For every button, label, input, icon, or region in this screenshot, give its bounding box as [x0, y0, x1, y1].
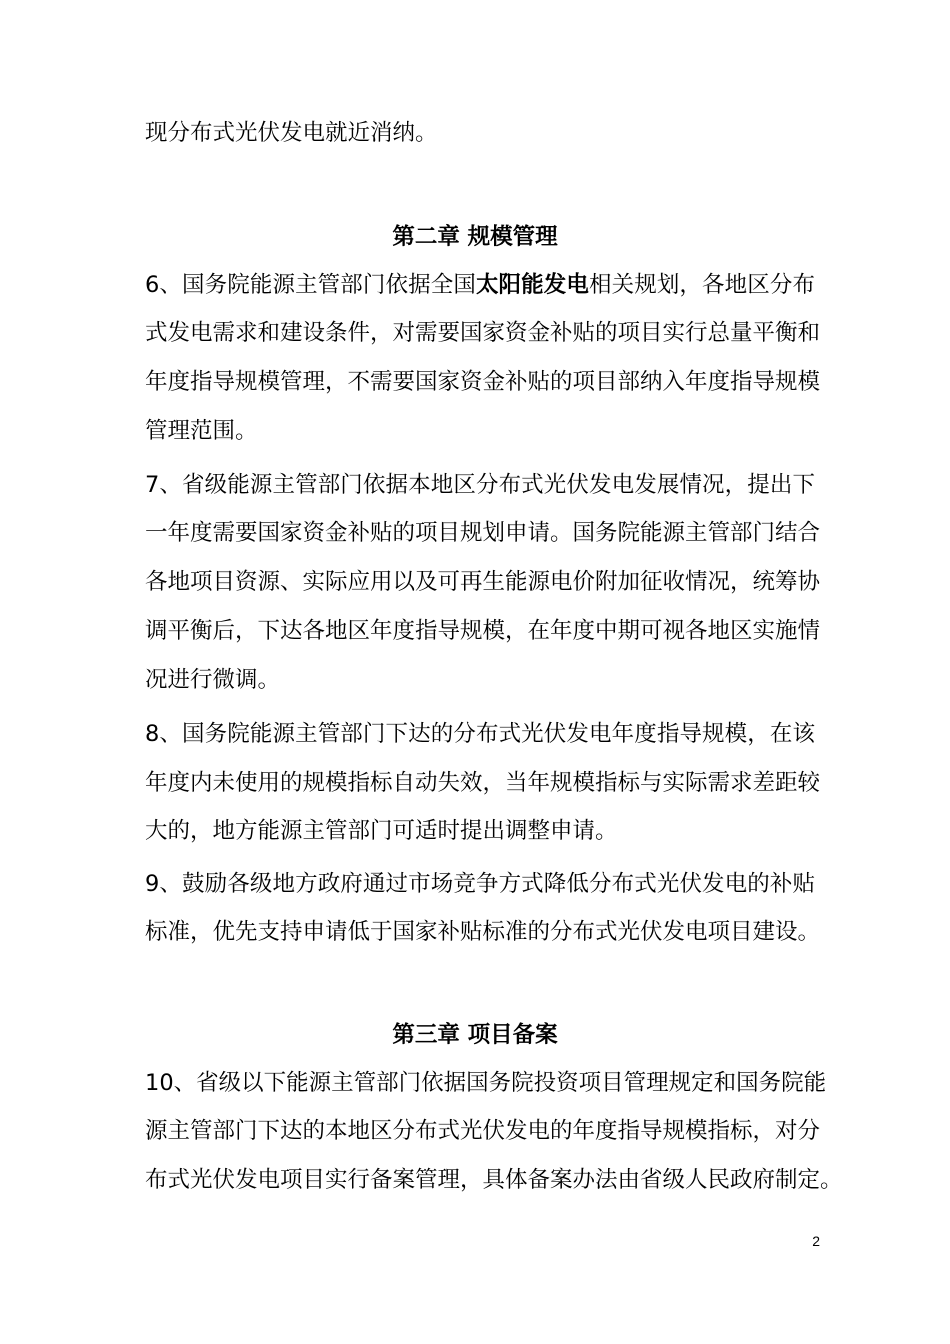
chapter-2-title: 第二章 规模管理 — [392, 224, 558, 250]
article-6-line-1-a: 6、国务院能源主管部门依据全国 — [145, 272, 476, 298]
page-number: 2 — [812, 1233, 820, 1249]
article-6-line-4: 管理范围。 — [145, 418, 258, 444]
article-9-line-1: 9、鼓励各级地方政府通过市场竞争方式降低分布式光伏发电的补贴 — [145, 871, 815, 897]
article-8-line-2: 年度内未使用的规模指标自动失效，当年规模指标与实际需求差距较 — [145, 770, 821, 796]
article-8-line-1: 8、国务院能源主管部门下达的分布式光伏发电年度指导规模，在该 — [145, 721, 815, 747]
article-9-line-2: 标准，优先支持申请低于国家补贴标准的分布式光伏发电项目建设。 — [145, 919, 821, 945]
article-7-line-1: 7、省级能源主管部门依据本地区分布式光伏发电发展情况，提出下 — [145, 472, 815, 498]
article-7-line-5: 况进行微调。 — [145, 667, 281, 693]
article-6-line-3: 年度指导规模管理，不需要国家资金补贴的项目部纳入年度指导规模 — [145, 369, 821, 395]
article-7-line-3: 各地项目资源、实际应用以及可再生能源电价附加征收情况，统筹协 — [145, 569, 821, 595]
article-10-line-3: 布式光伏发电项目实行备案管理，具体备案办法由省级人民政府制定。 — [145, 1167, 843, 1193]
article-7-line-2: 一年度需要国家资金补贴的项目规划申请。国务院能源主管部门结合 — [145, 520, 821, 546]
article-10-line-1: 10、省级以下能源主管部门依据国务院投资项目管理规定和国务院能 — [145, 1070, 827, 1096]
article-6-line-1 — [145, 270, 815, 300]
article-6-bold-term: 太阳能发电 — [475, 272, 589, 298]
article-8-line-3: 大的，地方能源主管部门可适时提出调整申请。 — [145, 818, 618, 844]
chapter-3-title: 第三章 项目备案 — [392, 1022, 558, 1048]
article-6-line-2: 式发电需求和建设条件，对需要国家资金补贴的项目实行总量平衡和 — [145, 320, 821, 346]
article-6-line-1-b: 相关规划，各地区分布 — [589, 272, 815, 298]
intro-tail-line: 现分布式光伏发电就近消纳。 — [145, 120, 438, 146]
article-10-line-2: 源主管部门下达的本地区分布式光伏发电的年度指导规模指标，对分 — [145, 1118, 821, 1144]
article-7-line-4: 调平衡后，下达各地区年度指导规模，在年度中期可视各地区实施情 — [145, 618, 821, 644]
